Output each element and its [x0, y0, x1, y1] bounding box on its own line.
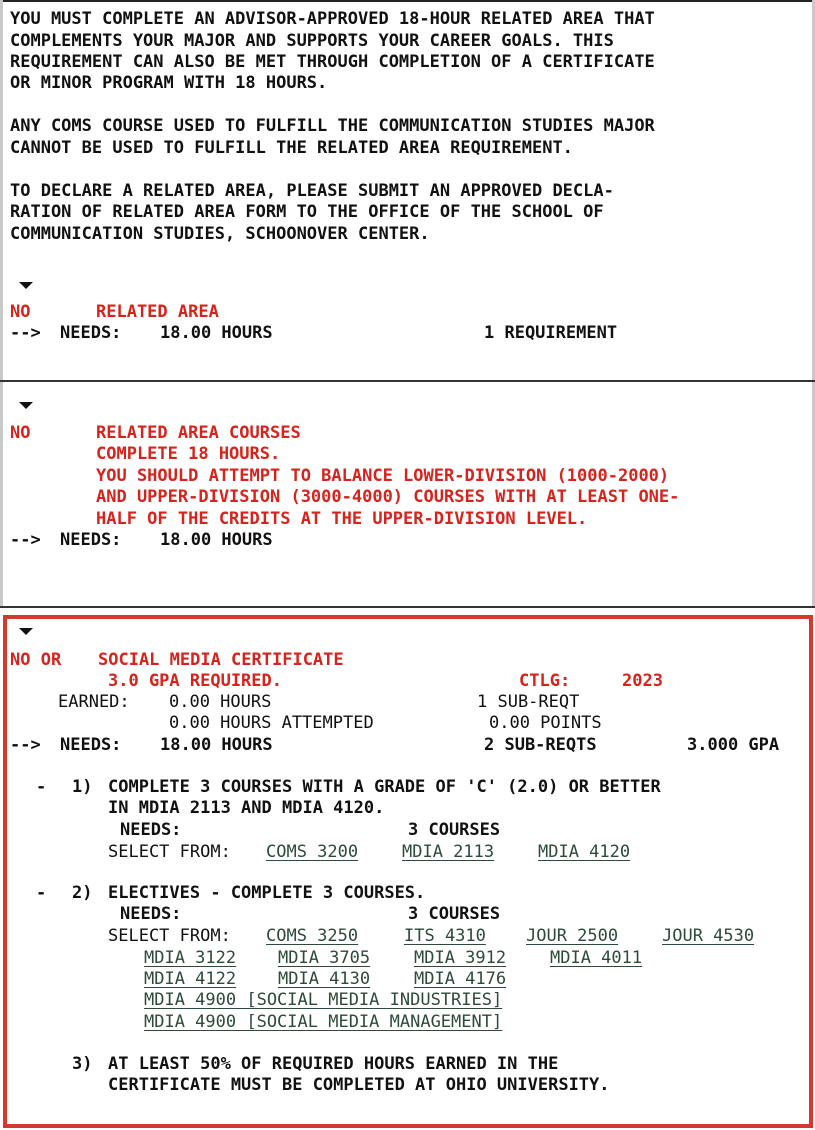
earned-hours: 0.00 HOURS — [169, 692, 272, 712]
intro-line: COMPLEMENTS YOUR MAJOR AND SUPPORTS YOUR CAREER GOALS. THIS — [10, 31, 614, 51]
sub-text: AT LEAST 50% OF REQUIRED HOURS EARNED IN THE — [108, 1054, 559, 1074]
sub-text: CERTIFICATE MUST BE COMPLETED AT OHIO UNIVERSITY. — [108, 1075, 610, 1095]
sub-number: 1) — [72, 777, 93, 797]
top-border — [0, 0, 815, 2]
select-from-label: SELECT FROM: — [108, 842, 231, 862]
sub-needs-value: 3 COURSES — [408, 904, 501, 924]
needs-arrow: --> — [10, 530, 41, 550]
course-link[interactable]: MDIA 3122 — [144, 948, 237, 968]
intro-line: CANNOT BE USED TO FULFILL THE RELATED AREA REQUIREMENT. — [10, 138, 573, 158]
sub-dash: - — [36, 777, 47, 797]
needs-subreqts: 2 SUB-REQTS — [484, 735, 597, 755]
needs-requirements: 1 REQUIREMENT — [484, 323, 618, 343]
sub-needs-label: NEEDS: — [120, 904, 182, 924]
requirement-note: COMPLETE 18 HOURS. — [96, 444, 281, 464]
needs-gpa: 3.000 GPA — [687, 735, 780, 755]
course-link[interactable]: MDIA 4900 [SOCIAL MEDIA INDUSTRIES] — [144, 990, 503, 1010]
course-link[interactable]: MDIA 4900 [SOCIAL MEDIA MANAGEMENT] — [144, 1012, 503, 1032]
course-link[interactable]: MDIA 2113 — [402, 842, 495, 862]
requirement-title: RELATED AREA — [96, 302, 219, 322]
course-link[interactable]: MDIA 3705 — [278, 948, 371, 968]
collapse-triangle-icon[interactable] — [19, 628, 33, 635]
status-no: NO — [10, 423, 31, 443]
course-link[interactable]: MDIA 4120 — [538, 842, 631, 862]
divider — [0, 380, 815, 382]
sub-needs-label: NEEDS: — [120, 820, 182, 840]
needs-label: NEEDS: — [60, 323, 122, 343]
select-from-label: SELECT FROM: — [108, 926, 231, 946]
course-link[interactable]: COMS 3200 — [266, 842, 359, 862]
course-link[interactable]: JOUR 4530 — [662, 926, 755, 946]
earned-label: EARNED: — [58, 692, 130, 712]
needs-label: NEEDS: — [60, 530, 122, 550]
catalog-label: CTLG: — [519, 671, 571, 691]
requirement-title: RELATED AREA COURSES — [96, 423, 301, 443]
intro-line: COMMUNICATION STUDIES, SCHOONOVER CENTER. — [10, 224, 430, 244]
left-edge — [0, 0, 3, 606]
sub-text: COMPLETE 3 COURSES WITH A GRADE OF 'C' (2.0) OR BETTER — [108, 777, 661, 797]
needs-hours: 18.00 HOURS — [160, 530, 273, 550]
needs-label: NEEDS: — [60, 735, 122, 755]
intro-line: OR MINOR PROGRAM WITH 18 HOURS. — [10, 73, 328, 93]
sub-text: IN MDIA 2113 AND MDIA 4120. — [108, 798, 385, 818]
collapse-triangle-icon[interactable] — [19, 402, 33, 409]
sub-number: 3) — [72, 1054, 93, 1074]
intro-line: REQUIREMENT CAN ALSO BE MET THROUGH COMPLETION OF A CERTIFICATE — [10, 52, 655, 72]
collapse-triangle-icon[interactable] — [19, 282, 33, 289]
course-link[interactable]: MDIA 3912 — [414, 948, 507, 968]
points: 0.00 POINTS — [489, 713, 602, 733]
intro-line: YOU MUST COMPLETE AN ADVISOR-APPROVED 18-HOUR RELATED AREA THAT — [10, 9, 655, 29]
requirement-note: YOU SHOULD ATTEMPT TO BALANCE LOWER-DIVISION (1000-2000) — [96, 466, 670, 486]
catalog-year: 2023 — [622, 671, 663, 691]
course-link[interactable]: MDIA 4176 — [414, 969, 507, 989]
needs-arrow: --> — [10, 323, 41, 343]
earned-subreqt: 1 SUB-REQT — [477, 692, 580, 712]
gpa-required: 3.0 GPA REQUIRED. — [108, 671, 282, 691]
intro-line: ANY COMS COURSE USED TO FULFILL THE COMMUNICATION STUDIES MAJOR — [10, 116, 655, 136]
course-link[interactable]: ITS 4310 — [404, 926, 486, 946]
course-link[interactable]: MDIA 4011 — [550, 948, 643, 968]
status-no-or: NO OR — [10, 650, 62, 670]
sub-needs-value: 3 COURSES — [408, 820, 501, 840]
needs-arrow: --> — [10, 735, 41, 755]
sub-text: ELECTIVES - COMPLETE 3 COURSES. — [108, 883, 426, 903]
requirement-note: HALF OF THE CREDITS AT THE UPPER-DIVISION LEVEL. — [96, 509, 588, 529]
intro-line: RATION OF RELATED AREA FORM TO THE OFFICE OF THE SCHOOL OF — [10, 202, 604, 222]
requirement-note: AND UPPER-DIVISION (3000-4000) COURSES WITH AT LEAST ONE- — [96, 487, 680, 507]
sub-dash: - — [36, 883, 47, 903]
sub-number: 2) — [72, 883, 93, 903]
divider — [0, 606, 815, 608]
intro-line: TO DECLARE A RELATED AREA, PLEASE SUBMIT AN APPROVED DECLA- — [10, 181, 614, 201]
course-link[interactable]: COMS 3250 — [266, 926, 359, 946]
needs-hours: 18.00 HOURS — [160, 323, 273, 343]
hours-attempted: 0.00 HOURS ATTEMPTED — [169, 713, 374, 733]
course-link[interactable]: MDIA 4130 — [278, 969, 371, 989]
course-link[interactable]: MDIA 4122 — [144, 969, 237, 989]
requirement-title: SOCIAL MEDIA CERTIFICATE — [98, 650, 344, 670]
course-link[interactable]: JOUR 2500 — [526, 926, 619, 946]
status-no: NO — [10, 302, 31, 322]
needs-hours: 18.00 HOURS — [160, 735, 273, 755]
